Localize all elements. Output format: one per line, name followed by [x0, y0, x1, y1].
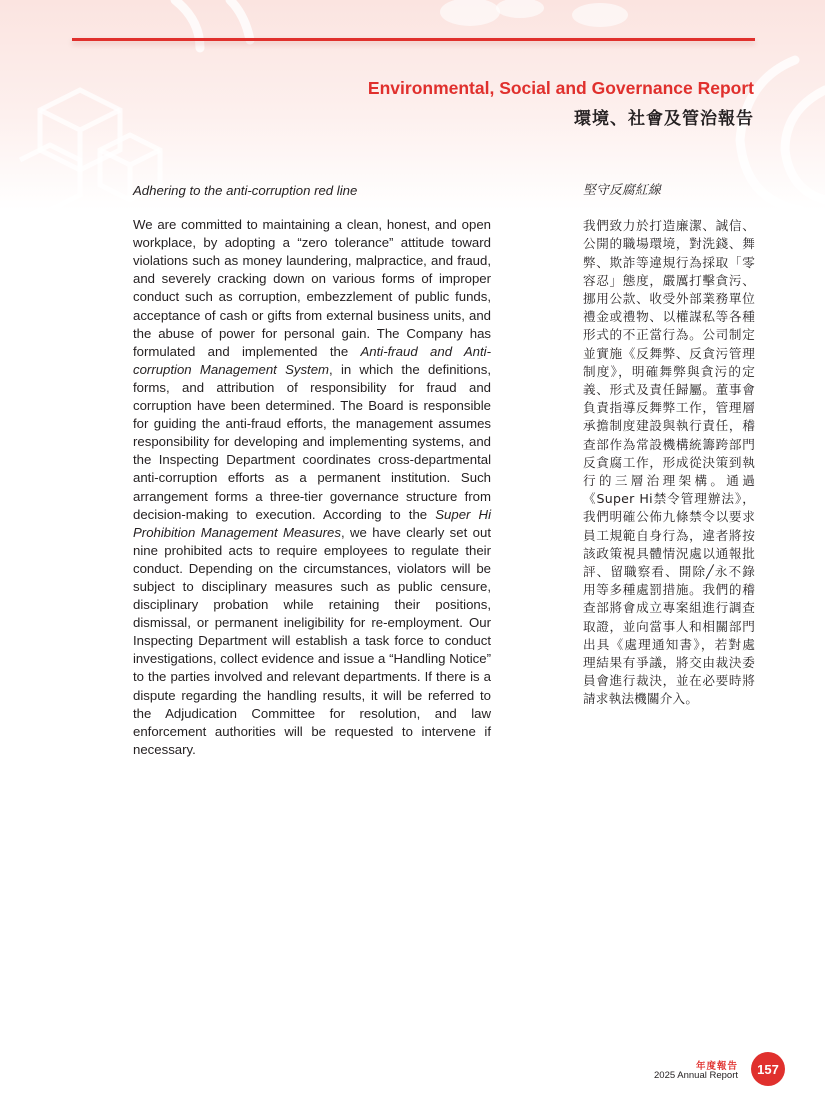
section-body-en	[133, 216, 491, 759]
footer-label-zh: 年度報告	[695, 1061, 738, 1072]
page-number-badge: 157	[751, 1052, 785, 1086]
section-title-en: Adhering to the anti-corruption red line	[133, 183, 358, 198]
body-text: We are committed to maintaining a clean, honest, and open workplace, by adopting a “zero tolerance” attitude toward violations such as money laundering, malpractice, and fraud, and severely cracking down on various forms of improper conduct such as corruption, embezzlement of public funds, acceptance of cash or gifts from external business units, and the abuse of power for personal gain. The Company has formulated and implemented the	[133, 217, 491, 359]
report-title-en: Environmental, Social and Governance Report	[367, 78, 754, 98]
report-title-zh: 環境、社會及管治報告	[574, 109, 754, 129]
section-body-zh: 我們致力於打造廉潔、誠信、公開的職場環境，對洗錢、舞弊、欺詐等違規行為採取「零容忍」態度，嚴厲打擊貪污、挪用公款、收受外部業務單位禮金或禮物、以權謀私等各種形式的不正當行為。公司制定並實施《反舞弊、反貪污管理制度》，明確舞弊與貪污的定義、形式及責任歸屬。董事會負責指導反舞弊工作，管理層承擔制度建設與執行責任，稽查部作為常設機構統籌跨部門反貪腐工作，形成從決策到執行的三層治理架構。通過《Super Hi禁令管理辦法》，我們明確公佈九條禁令以要求員工規範自身行為，違者將按該政策視具體情況處以通報批評、留職察看、開除╱永不錄用等多種處罰措施。我們的稽查部將會成立專案組進行調查取證，並向當事人和相關部門出具《處理通知書》，若對處理結果有爭議，將交由裁決委員會進行裁決，並在必要時將請求執法機關介入。	[583, 218, 755, 707]
policy-name: Anti-fraud and Anti-corruption Management System	[133, 343, 491, 377]
footer-label-en: 2025 Annual Report	[654, 1070, 738, 1081]
header-rule	[72, 38, 755, 41]
body-text: , we have clearly set out nine prohibited acts to require employees to regulate their conduct. Depending on the circumstances, violators will be subject to disciplinary measures such as public censure, disciplinary probation while retaining their positions, dismissal, or permanent ineligibility for re-employment. Our Inspecting Department will establish a task force to conduct investigations, collect evidence and issue a “Handling Notice” to the parties involved and relevant departments. If there is a dispute regarding the handling results, it will be referred to the Adjudication Committee for resolution, and law enforcement authorities will be requested to intervene if necessary.	[133, 524, 491, 757]
chinese-column	[583, 182, 755, 709]
body-text: , in which the definitions, forms, and attribution of responsibility for fraud and corruption have been determined. The Board is responsible for guiding the anti-fraud efforts, the management assumes responsibility for developing and implementing systems, and the Inspecting Department coordinates cross-departmental anti-corruption efforts as a permanent institution. Such arrangement forms a three-tier governance structure from decision-making to execution. According to the	[133, 361, 491, 522]
english-column	[133, 182, 491, 759]
section-title-zh: 堅守反腐紅線	[583, 183, 661, 198]
policy-name: Super Hi Prohibition Management Measures	[133, 506, 491, 540]
